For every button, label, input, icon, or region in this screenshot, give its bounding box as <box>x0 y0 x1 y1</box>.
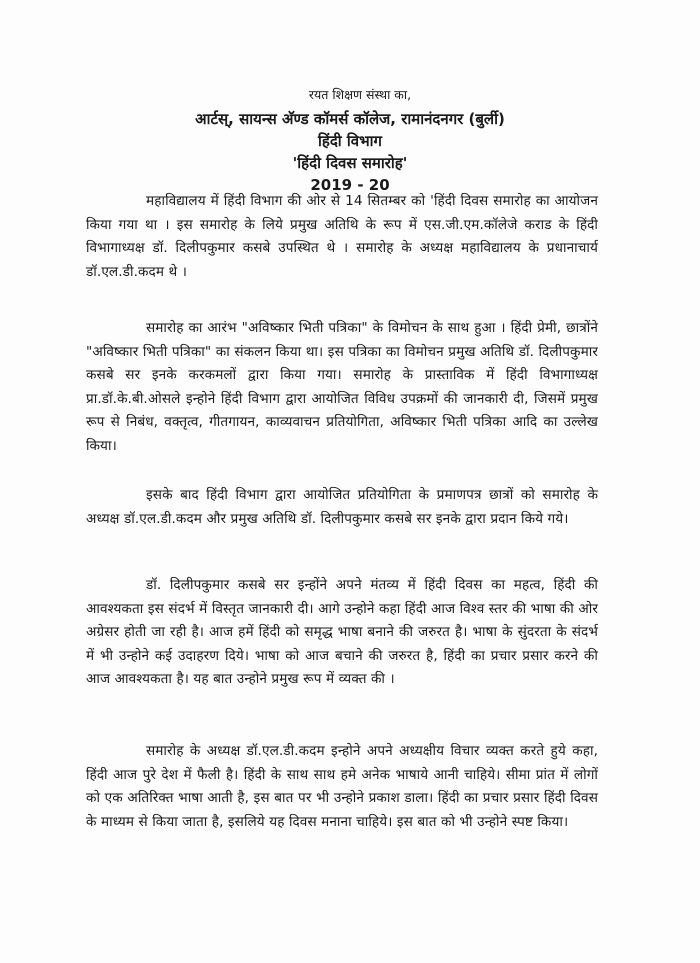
paragraph-guest-speech <box>86 574 598 692</box>
paragraph-intro <box>86 190 598 284</box>
paragraph-text: समारोह का आरंभ "अविष्कार भिती पत्रिका" के विमोचन के साथ हुआ । हिंदी प्रेमी, छात्रोंने "अविष्कार भिती पत्रिका" का संकलन किया था। इस पत्रिका का विमोचन प्रमुख अतिथि डॉ. दिलीपकुमार कसबे सर इनके करकमलों द्वारा किया गया। समारोह के प्रास्ताविक में हिंदी विभागाध्यक्ष प्रा.डॉ.के.बी.ओसले इन्होने हिंदी विभाग द्वारा आयोजित विविध उपक्रमों की जानकारी दी, जिसमें प्रमुख रूप से निबंध, वक्तृत्व, गीतगायन, काव्यवाचन प्रतियोगिता, अविष्कार भिती पत्रिका आदि का उल्लेख किया। <box>86 320 598 454</box>
academic-year: 2019 - 20 <box>310 176 390 194</box>
paragraph-text: समारोह के अध्यक्ष डॉ.एल.डी.कदम इन्होने अपने अध्यक्षीय विचार व्यक्त करते हुये कहा, हिंदी आज पुरे देश में फैली है। हिंदी के साथ साथ हमे अनेक भाषाये आनी चाहिये। सीमा प्रांत में लोगों को एक अतिरिक्त भाषा आती है, इस बात पर भी उन्होने प्रकाश डाला। हिंदी का प्रचार प्रसार हिंदी दिवस के माध्यम से किया जाता है, इसलिये यह दिवस मनाना चाहिये। इस बात को भी उन्होने स्पष्ट किया। <box>86 743 598 830</box>
college-name: आर्टस्, सायन्स अ‍ॅण्ड कॉमर्स कॉलेज, रामानंदनगर (बुर्ली) <box>195 110 505 128</box>
document-header <box>0 86 700 196</box>
department-name: हिंदी विभाग <box>317 132 383 150</box>
paragraph-president-speech <box>86 740 598 834</box>
event-title: 'हिंदी दिवस समारोह' <box>292 154 408 172</box>
paragraph-inauguration <box>86 317 598 458</box>
paragraph-text: डॉ. दिलीपकुमार कसबे सर इन्होंने अपने मंतव्य में हिंदी दिवस का महत्व, हिंदी की आवश्यकता इस संदर्भ में विस्तृत जानकारी दी। आगे उन्होने कहा हिंदी आज विश्व स्तर की भाषा की ओर अग्रेसर होती जा रही है। आज हमें हिंदी को समृद्ध भाषा बनाने की जरुरत है। भाषा के सुंदरता के संदर्भ में भी उन्होने कई उदाहरण दिये। भाषा को आज बचाने की जरुरत है, हिंदी का प्रचार प्रसार करने की आज आवश्यकता है। यह बात उन्होने प्रमुख रूप में व्यक्त की । <box>86 577 598 687</box>
paragraph-text: इसके बाद हिंदी विभाग द्वारा आयोजित प्रतियोगिता के प्रमाणपत्र छात्रों को समारोह के अध्यक्ष डॉ.एल.डी.कदम और प्रमुख अतिथि डॉ. दिलीपकुमार कसबे सर इनके द्वारा प्रदान किये गये। <box>86 487 598 527</box>
institution-name: रयत शिक्षण संस्था का, <box>308 87 412 102</box>
paragraph-certificates <box>86 484 598 531</box>
paragraph-text: महाविद्यालय में हिंदी विभाग की ओर से 14 सितम्बर को 'हिंदी दिवस समारोह का आयोजन किया गया था । इस समारोह के लिये प्रमुख अतिथि के रूप में एस.जी.एम.कॉलेजे कराड के हिंदी विभागाध्यक्ष डॉ. दिलीपकुमार कसबे उपस्थित थे । समारोह के अध्यक्ष महाविद्यालय के प्रधानाचार्य डॉ.एल.डी.कदम थे । <box>86 193 598 280</box>
